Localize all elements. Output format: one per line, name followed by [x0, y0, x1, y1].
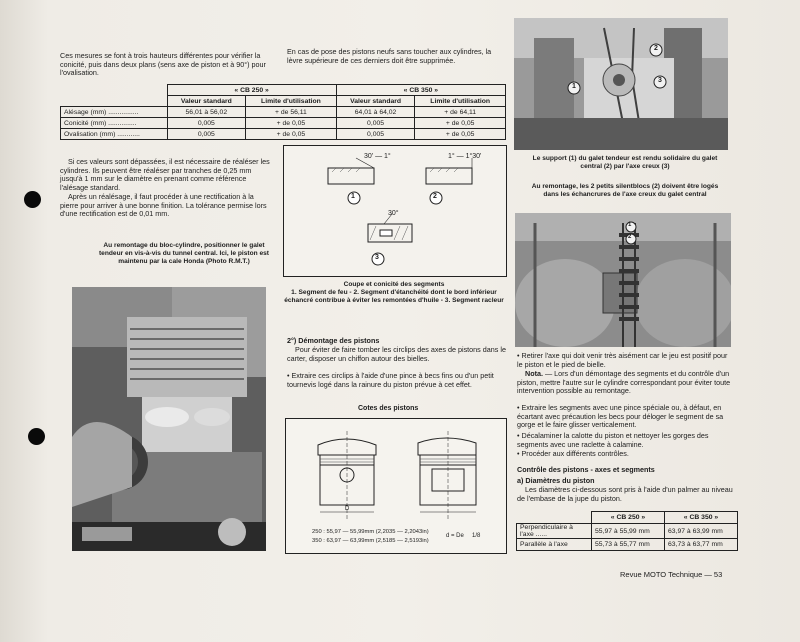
- cell: 63,97 à 63,99 mm: [665, 524, 738, 539]
- photo-callout-1: 1: [572, 83, 576, 90]
- table-row: [61, 129, 506, 140]
- cell: + de 0,05: [246, 118, 337, 129]
- cell: 64,01 à 64,02: [336, 107, 415, 118]
- row-label: Conicité (mm) ...............: [61, 118, 168, 129]
- cotes-fraction: 1/8: [472, 533, 481, 539]
- segments-caption-body: 1. Segment de feu - 2. Segment d'étanchéité dont le bord inférieur échancré contribue à éviter les remontées d'huile - 3. Segment racleur: [284, 289, 504, 305]
- support-caption: Le support (1) du galet tendeur est rendu solidaire du galet central (2) par l'axe creux (3): [532, 155, 718, 171]
- diam-body: Les diamètres ci-dessous sont pris à l'aide d'un palmer au niveau de l'embase de la jupe du piston.: [517, 485, 733, 503]
- bore-table-group-250: « CB 250 »: [167, 85, 336, 96]
- intro-left: Ces mesures se font à trois hauteurs différentes pour vérifier la conicité, puis dans deux plans (sens axe de piston et à 90°) pour l'ovalisation.: [60, 51, 266, 78]
- silentblocs-photo: [515, 213, 731, 347]
- right-bullet-4: • Procéder aux différents contrôles.: [517, 449, 629, 458]
- piston-D-label: D: [345, 506, 350, 512]
- right-bullet-2: • Extraire les segments avec une pince spéciale ou, à défaut, en écartant avec précaution les becs pour déloger le segment de sa gorge et le faire glisser verticalement.: [517, 403, 724, 430]
- segment-number-3: 3: [375, 254, 379, 261]
- cell: 0,005: [336, 118, 415, 129]
- binder-hole-bottom: [28, 428, 45, 445]
- diam-table-header-350: « CB 350 »: [665, 512, 738, 524]
- photo-callout-3: 3: [658, 77, 662, 84]
- block-caption: [96, 242, 272, 267]
- piston-diameter-table: [516, 511, 738, 551]
- diam-title: a) Diamètres du piston: [517, 476, 595, 485]
- cell: 0,005: [336, 129, 415, 140]
- photo-callout-5: 2: [628, 234, 632, 240]
- table-row: [61, 107, 506, 118]
- cotes-title: Cotes des pistons: [358, 405, 419, 412]
- intro-right: En cas de pose des pistons neufs sans toucher aux cylindres, la lèvre supérieure de ces derniers doit être supprimée.: [287, 47, 492, 65]
- cotes-d-formula: d = De: [446, 533, 464, 539]
- diam-table-header-250: « CB 250 »: [592, 512, 665, 524]
- cell: 55,73 à 55,77 mm: [592, 539, 665, 551]
- binder-hole-top: [24, 191, 41, 208]
- angle-label-2: 1° — 1°30': [448, 153, 482, 160]
- table-row: [61, 118, 506, 129]
- bore-table-subheader: Valeur standard: [167, 96, 246, 107]
- demontage-bullet: • Extraire ces circlips à l'aide d'une pince à becs fins ou d'un petit tournevis logé dans la rainure du piston prévue à cet effet.: [287, 371, 494, 389]
- nota-text: — Lors d'un démontage des segments et du contrôle d'un piston, mettre l'autre sur le cylindre correspondant pour éviter toute intervention possible au remontage.: [517, 369, 731, 396]
- nota-paragraph: [517, 370, 733, 396]
- cell: + de 56,11: [246, 107, 337, 118]
- table-row: [517, 539, 738, 551]
- angle-label-1: 30' — 1°: [364, 153, 391, 160]
- bore-table-subheader: Limite d'utilisation: [246, 96, 337, 107]
- row-label: Ovalisation (mm) ............: [61, 129, 168, 140]
- block-caption-credit: (Photo R.M.T.): [205, 258, 250, 266]
- rectify-paragraph-2: Après un réalésage, il faut procéder à une rectification à la pierre pour arriver à une bonne finition. La tolérance permise lors d'une rectification est de 0,01 mm.: [60, 192, 267, 219]
- engine-block-photo: [72, 287, 266, 551]
- demontage-body: Pour éviter de faire tomber les circlips des axes de pistons dans le carter, disposer un chiffon autour des bielles.: [287, 345, 506, 363]
- segments-caption: [283, 281, 505, 306]
- cell: + de 0,05: [415, 118, 506, 129]
- silentblocs-caption: Au remontage, les 2 petits silentblocs (2) doivent être logés dans les échancrures de l'axe creux du galet central: [531, 183, 719, 199]
- table-row: [517, 524, 738, 539]
- engine-block-illustration: [72, 287, 266, 551]
- bore-table-subheader: Valeur standard: [336, 96, 415, 107]
- chain-guide-illustration: [515, 213, 731, 347]
- segment-number-1: 1: [351, 193, 355, 200]
- angle-label-3: 30°: [388, 210, 399, 217]
- cell: + de 0,05: [246, 129, 337, 140]
- bore-table-group-350: « CB 350 »: [336, 85, 505, 96]
- bore-table: [60, 84, 506, 140]
- controle-title: Contrôle des pistons - axes et segments: [517, 465, 655, 474]
- cell: 0,005: [167, 118, 246, 129]
- segments-diagram: [283, 145, 507, 277]
- cell: + de 0,05: [415, 129, 506, 140]
- row-label: Parallèle à l'axe: [517, 539, 592, 551]
- cell: + de 64,11: [415, 107, 506, 118]
- row-label: Alésage (mm) ................: [61, 107, 168, 118]
- cell: 56,01 à 56,02: [167, 107, 246, 118]
- bore-table-subheader: Limite d'utilisation: [415, 96, 506, 107]
- cell: 0,005: [167, 129, 246, 140]
- segment-number-2: 2: [433, 193, 437, 200]
- right-bullet-1: • Retirer l'axe qui doit venir très aisément car le jeu est positif pour le piston et le pied de bielle.: [517, 351, 728, 369]
- piston-dimensions-diagram: [285, 418, 507, 554]
- page-footer: Revue MOTO Technique — 53: [620, 570, 723, 579]
- segments-caption-title: Coupe et conicité des segments: [343, 281, 445, 288]
- tensioner-support-photo: [514, 18, 728, 150]
- photo-callout-2: 2: [654, 45, 658, 52]
- cotes-line-350: 350 : 63,97 — 63,99mm (2,5185 — 2,5193in): [312, 538, 429, 544]
- nota-label: Nota.: [525, 369, 543, 378]
- tensioner-illustration: [514, 18, 728, 150]
- cell: 55,97 à 55,99 mm: [592, 524, 665, 539]
- cell: 63,73 à 63,77 mm: [665, 539, 738, 551]
- cotes-line-250: 250 : 55,97 — 55,99mm (2,2035 — 2,2043in): [312, 529, 429, 535]
- photo-callout-4: 1: [628, 222, 632, 228]
- row-label: Perpendiculaire à l'axe ......: [517, 524, 592, 539]
- demontage-title: 2°) Démontage des pistons: [287, 336, 380, 345]
- rectify-paragraph: Si ces valeurs sont dépassées, il est nécessaire de réaléser les cylindres. Ils peuvent être réaléser par tranches de 0,25 mm jusqu'à 1 mm sur le diamètre en prenant comme référence l'alésage standard.: [60, 157, 270, 192]
- block-caption-text: Au remontage du bloc-cylindre, positionner le galet tendeur en vis-à-vis du tunnel central. Ici, le piston est maintenu par la cale Honda: [98, 242, 269, 266]
- right-bullet-3: • Décalaminer la calotte du piston et nettoyer les gorges des segments avec une raclette à calamine.: [517, 431, 709, 449]
